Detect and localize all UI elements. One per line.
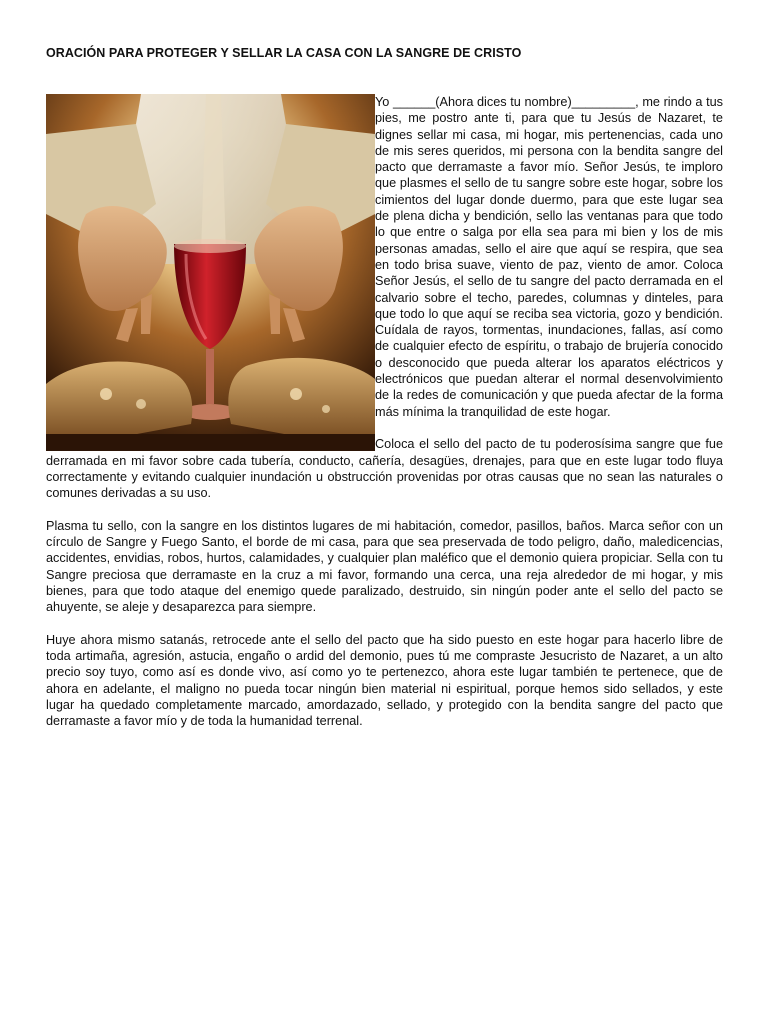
paragraph-3: Plasma tu sello, con la sangre en los distintos lugares de mi habitación, comedor, pasillos, baños. Marca señor con un círculo de Sangre y Fuego Santo, el borde de mi casa, para que sea preservada de todo peligro, daño, maledicencias, accidentes, envidias, robos, hurtos, calamidades, y cualquier plan maléfico que el demonio quiera propiciar. Sella con tu Sangre preciosa que derramaste en la cruz a mi favor, formando una cerca, una reja alrededor de mi hogar, y mis bienes, para que todo ataque del enemigo quede paralizado, destruido, sin ningún poder ante el sello del pacto se ahuyente, se aleje y desaparezca para siempre. [46, 518, 723, 615]
hands-with-chalice-and-bread-picture [46, 94, 375, 451]
paragraph-4: Huye ahora mismo satanás, retrocede ante el sello del pacto que ha sido puesto en este hogar para hacerlo libre de toda artimaña, agresión, astucia, engaño o ardid del demonio, pues tú me compraste Jesucristo de Nazaret, a un alto precio soy tuyo, como así es donde vivo, así como yo te pertenezco, ahora este lugar también te pertenece, que de ahora en adelante, el maligno no pueda tocar ningún bien material ni espiritual, porque hemos sido sellados, y este lugar ha quedado completamente marcado, amordazado, sellado, y protegido con la bendita sangre del pacto que derramaste a favor mío y de toda la humanidad terrenal. [46, 632, 723, 729]
document-title: ORACIÓN PARA PROTEGER Y SELLAR LA CASA CON LA SANGRE DE CRISTO [46, 46, 522, 60]
paragraph-2: Coloca el sello del pacto de tu poderosísima sangre que fue derramada en mi favor sobre cada tubería, conducto, cañería, desagües, drenajes, para que en este lugar todo fluya correctamente y evitando cualquier inundación u obstrucción provenidas por otras causas que no sean las naturales o comunes derivadas a su uso. [46, 437, 723, 501]
paragraph-1-text: Yo ______(Ahora dices tu nombre)_________, me rindo a tus pies, me postro ante ti, para que tu Jesús de Nazaret, te dignes sellar mi casa, mi hogar, mis pertenencias, cada uno de mis seres queridos, mi persona con la bendita sangre del pacto que derramaste a favor mío. Señor Jesús, te imploro que plasmes el sello de tu sangre sobre este hogar, sobre los cimientos del lugar donde duermo, para que este lugar sea de plena dicha y bendición, sello las ventanas para que todo lo que entre o salga por ella sea para mi bien y los de mis personas amadas, sello el aire que aquí se respira, que sea en todo brisa suave, viento de paz, viento de amor. Coloca Señor Jesús, el sello de tu sangre del pacto derramada en el calvario sobre el techo, paredes, columnas y dinteles, para que todo lo que aquí se reciba sea victoria, gozo y bendición. Cuídala de rayos, tormentas, inundaciones, fallas, así como de cualquier efecto de espíritu, o trabajo de brujería conocido o desconocido que pueda alterar los aparatos eléctricos y electrónicos que puedan alterar el normal desenvolvimiento de la redes de comunicación y que pueda afectar de la forma más mínima la tranquilidad de este hogar. [375, 95, 723, 419]
document-body [46, 94, 723, 746]
paragraph-1 [46, 94, 723, 420]
